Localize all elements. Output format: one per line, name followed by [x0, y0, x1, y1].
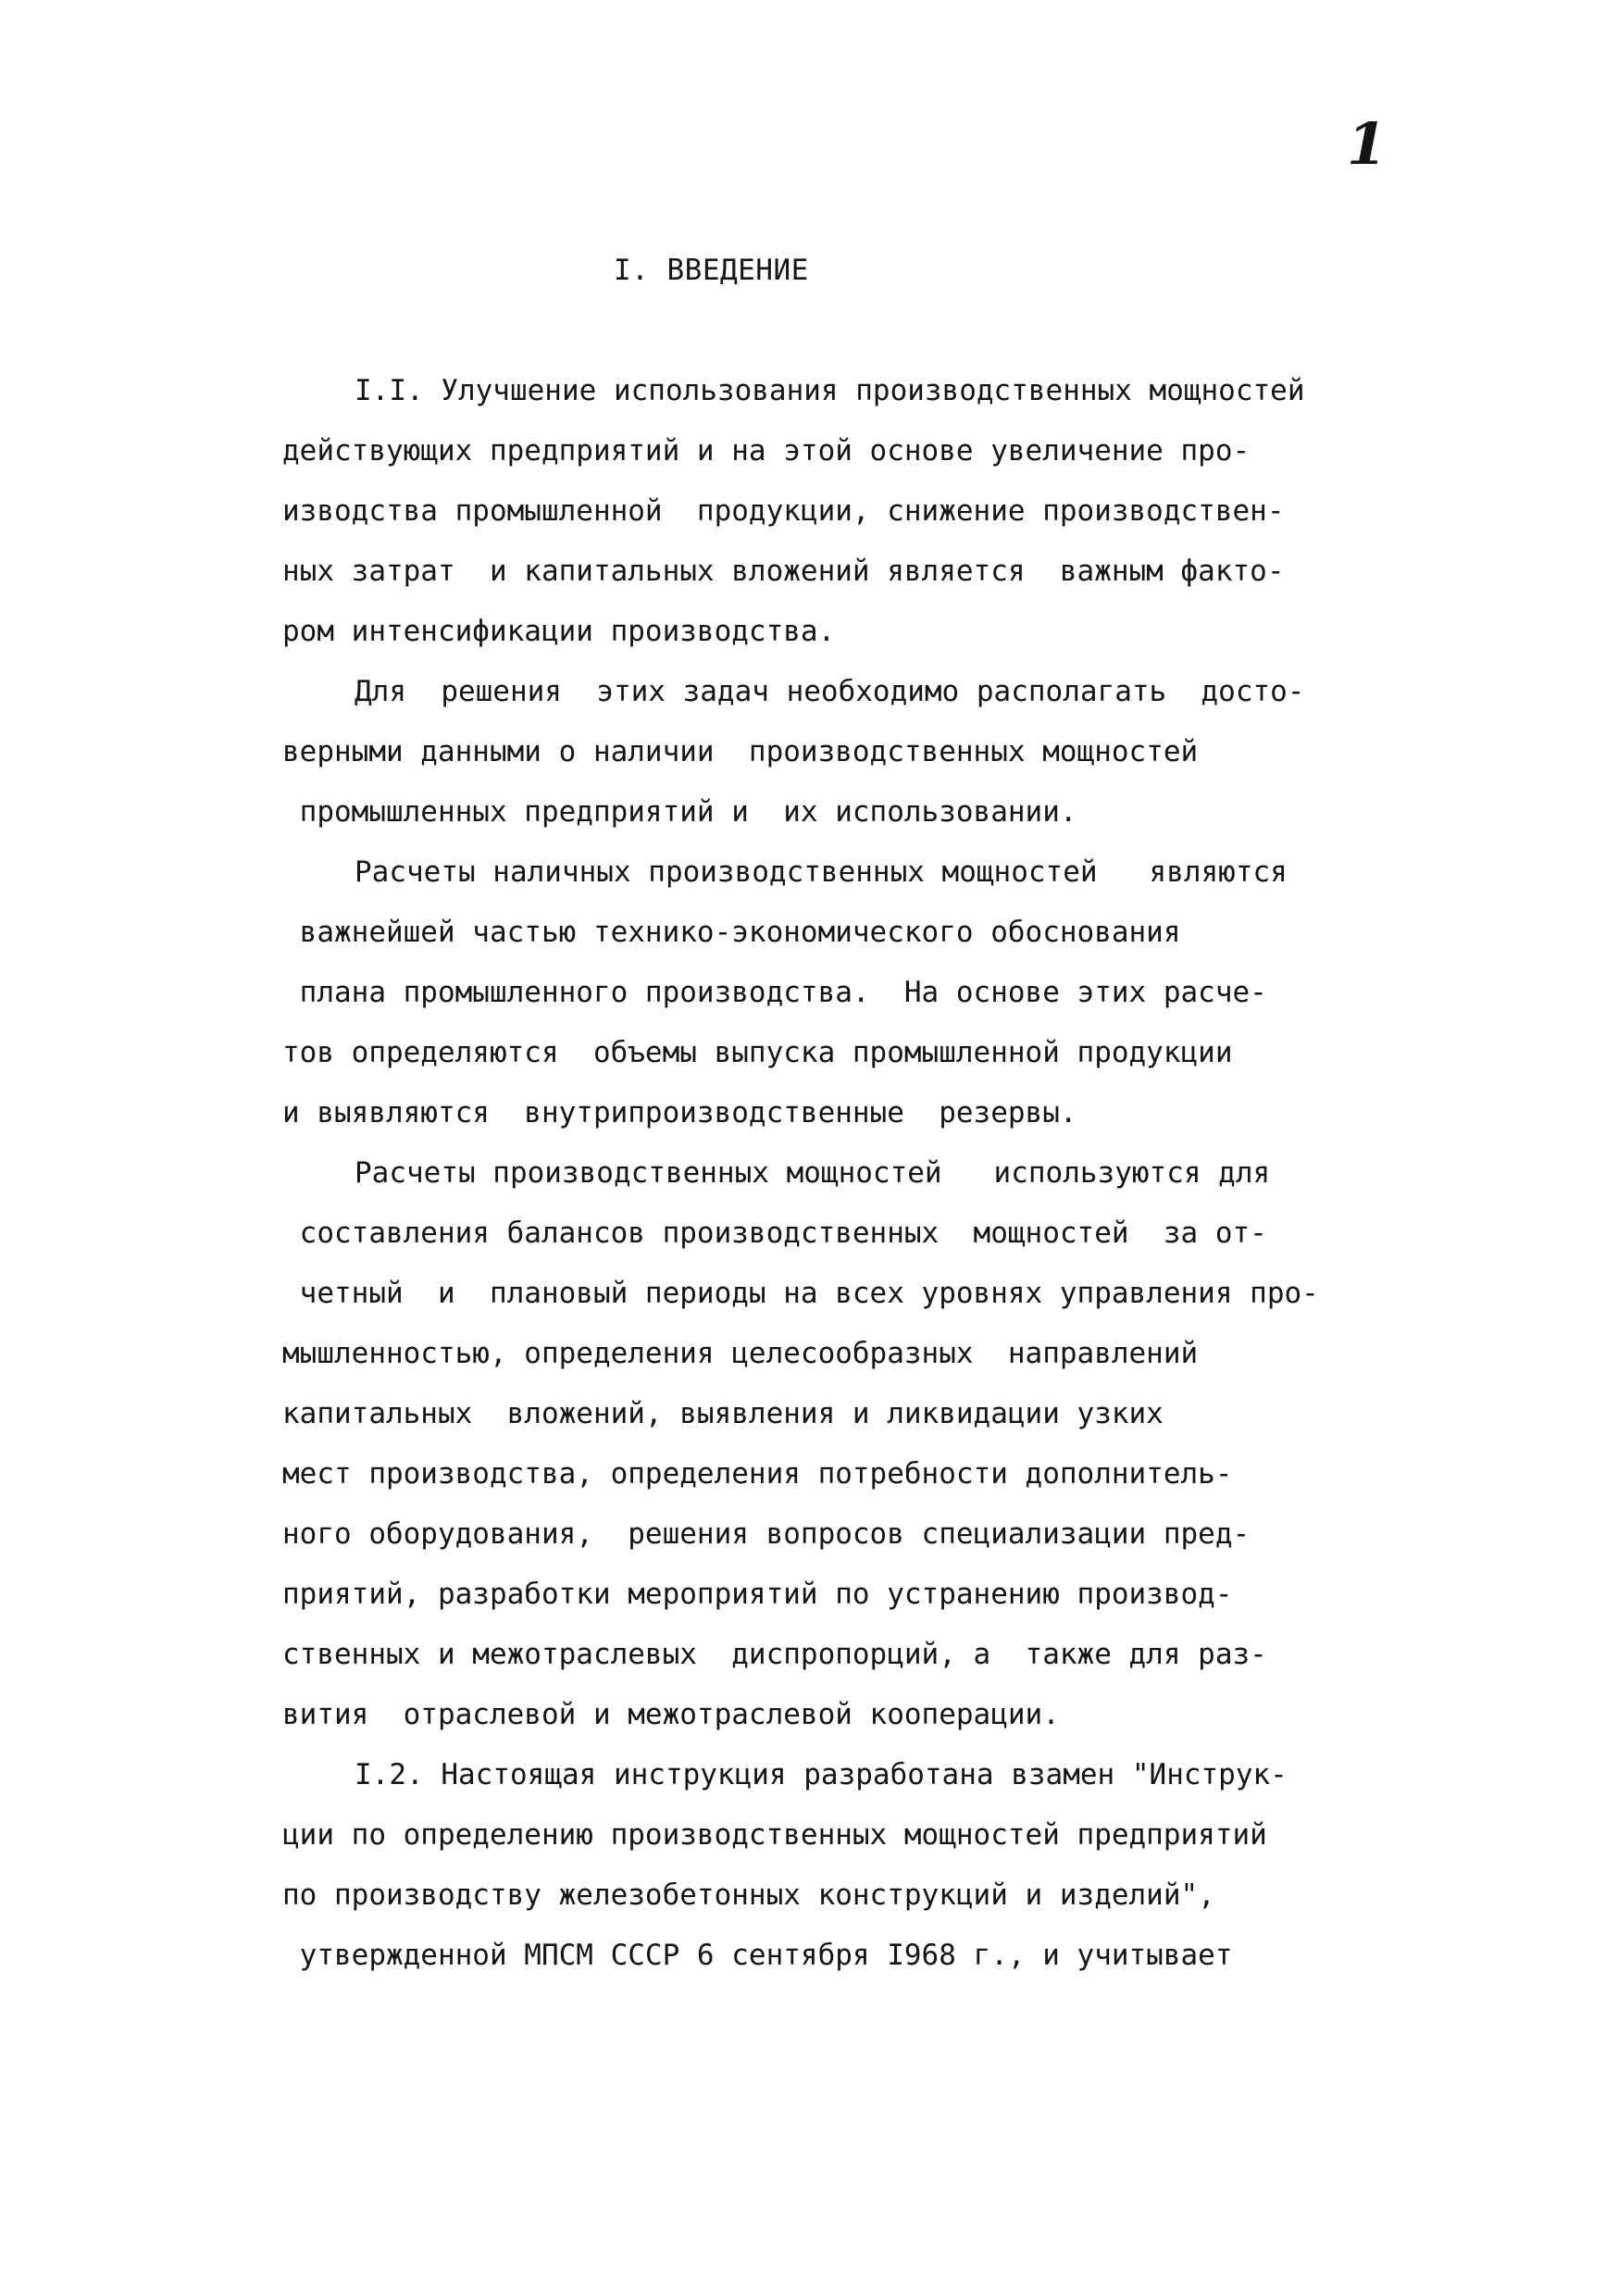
paragraph-line: мышленностью, определения целесообразных направлений: [282, 1337, 1199, 1370]
paragraph-line: ного оборудования, решения вопросов специализации пред-: [282, 1517, 1251, 1551]
paragraph-line: ром интенсификации производства.: [282, 615, 836, 648]
paragraph-line: ции по определению производственных мощностей предприятий: [282, 1818, 1267, 1852]
paragraph-line: составления балансов производственных мощностей за от-: [282, 1217, 1267, 1250]
page-number: 1: [1347, 110, 1388, 178]
paragraph-line: I.2. Настоящая инструкция разработана взамен "Инструк-: [355, 1758, 1288, 1791]
paragraph-line: важнейшей частью технико-экономического обоснования: [282, 916, 1181, 949]
paragraph-line: вития отраслевой и межотраслевой кооперации.: [282, 1698, 1060, 1731]
paragraph-line: по производству железобетонных конструкций и изделий",: [282, 1878, 1215, 1912]
paragraph-line: промышленных предприятий и их использовании.: [282, 795, 1077, 829]
paragraph-line: верными данными о наличии производственных мощностей: [282, 735, 1199, 768]
paragraph-line: тов определяются объемы выпуска промышленной продукции: [282, 1036, 1233, 1069]
paragraph-line: I.I. Улучшение использования производственных мощностей: [355, 374, 1305, 407]
paragraph-line: и выявляются внутрипроизводственные резервы.: [282, 1096, 1077, 1129]
paragraph-line: действующих предприятий и на этой основе увеличение про-: [282, 434, 1251, 468]
paragraph-line: Для решения этих задач необходимо располагать досто-: [355, 675, 1305, 708]
paragraph-line: утвержденной МПСМ СССР 6 сентября I968 г., и учитывает: [282, 1939, 1233, 1972]
paragraph-line: мест производства, определения потребности дополнитель-: [282, 1457, 1233, 1491]
paragraph-line: приятий, разработки мероприятий по устранению производ-: [282, 1578, 1233, 1611]
paragraph-line: Расчеты наличных производственных мощностей являются: [355, 855, 1288, 889]
section-title: I. ВВЕДЕНИЕ: [614, 254, 809, 287]
paragraph-line: ных затрат и капитальных вложений является важным факто-: [282, 555, 1285, 588]
paragraph-line: капитальных вложений, выявления и ликвидации узких: [282, 1397, 1164, 1430]
paragraph-line: ственных и межотраслевых диспропорций, а также для раз-: [282, 1638, 1267, 1671]
paragraph-line: четный и плановый периоды на всех уровнях управления про-: [282, 1277, 1319, 1310]
paragraph-line: Расчеты производственных мощностей используются для: [355, 1156, 1271, 1190]
paragraph-line: плана промышленного производства. На основе этих расче-: [282, 976, 1267, 1009]
paragraph-line: изводства промышленной продукции, снижение производствен-: [282, 494, 1285, 528]
